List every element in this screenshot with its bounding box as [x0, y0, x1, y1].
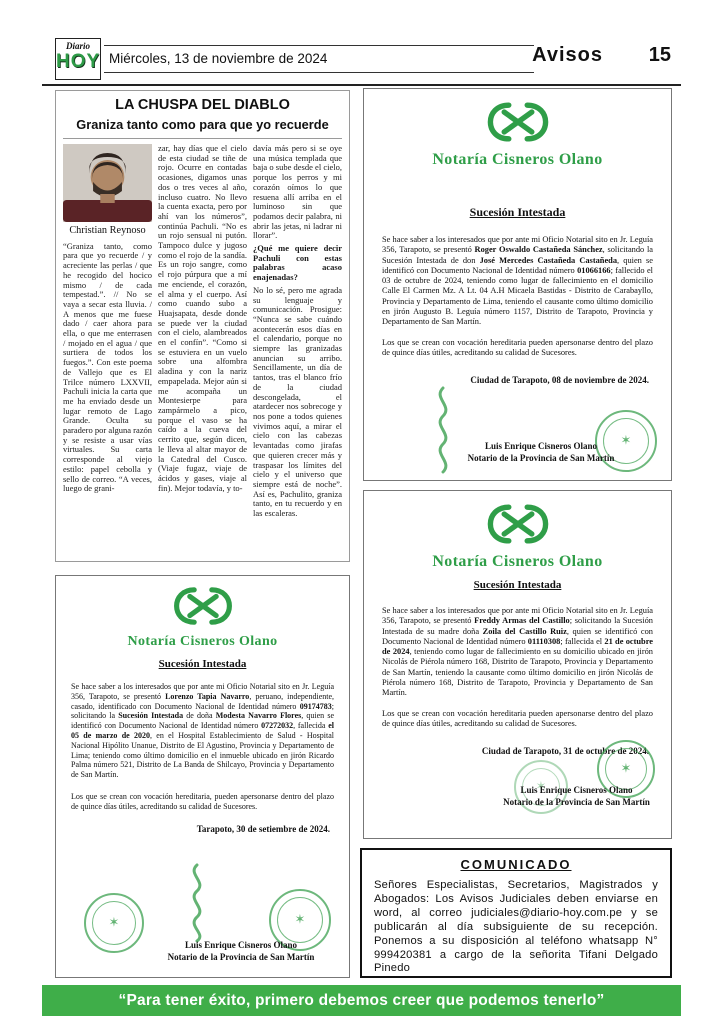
article-paragraph: No lo sé, pero me agrada su lenguaje y comunicación. Prosigue: “Nunca se sabe cuándo acontecerán esos días en el calendario, porque no siempre las granizadas anuncian su arribo. Sencillamente, un día de tantos, tras el blanco frío de la ciudad descongelada, el atardecer nos sobrecoge y nos pone a todos quienes vivimos aquí, a mirar el cielo con las cabezas levantadas como jirafas que quieren crecer más y traspasar los límites del cielo y el universo que siempre está de noche”. Así es, Pachulito, graniza tanto, en tu recuerdo y en las escaleras. [253, 284, 342, 519]
page-number: 15 [648, 44, 671, 66]
masthead-date: Miércoles, 13 de noviembre de 2024 [104, 45, 534, 73]
notary-seal-icon [184, 863, 210, 943]
logo-hoy-text: HOY [56, 51, 101, 72]
notice-closing: Los que se crean con vocación hereditaria pueden apersonarse dentro del plazo de quince días útiles, acreditando su calidad de Sucesores. [382, 337, 653, 357]
notaria-cisneros-logo-icon [382, 501, 653, 552]
notary-notice-castaneda [363, 88, 672, 481]
article-paragraph: zar, hay días que el cielo de esta ciudad se tiñe de rojo. Ocurre en contadas ocasiones, digamos unas dos o tres veces al año, incluso cuatro. No llevo la cuenta exacta, pero por ahí van los números”, continúa Pachuli. “No es un rojo sensual ni putón. Tampoco dulce y jugoso como el rojo de la sandía. Es un rojo sangre, como el rojo púrpura que a mí me enciende, el corazón, el alma y el cuerpo. Así como cuando subo a Huajsapata, desde donde se puede ver la ciudad con el cielo, alambreados en el confín”. “Como si se estuviera en un vuelo sobre una alfombra aladina y con la nariz empapelada. Mejor aún si me acompaña un Montesierpe para zampármelo a pico, porque el vaso se ha caído a la cueva del cerrito que, según dicen, le lleva al altar mayor de la Catedral del Cusco. (Viaje fugaz, viaje de ácidos y gases, viaje al fin). Mejor todavía, y to- [158, 144, 247, 493]
signer-title: Notario de la Provincia de San Martín [467, 453, 615, 463]
notary-signature [484, 784, 669, 808]
author-photo [63, 144, 152, 222]
quote-banner [42, 985, 681, 1016]
notary-name: Notaría Cisneros Olano [432, 151, 603, 168]
notice-heading: Sucesión Intestada [469, 205, 566, 219]
article-question-lead: ¿Qué me quiere decir Pachuli con estas palabras acaso enajenadas? [253, 243, 342, 283]
notary-signature [446, 440, 636, 464]
article-paragraph: “Graniza tanto, como para que yo recuerde / y acreciente las perlas / que he recogido del hocico mismo / de cada tempestad.”. // No se vaya a secar esta lluvia. / A menos que me fuese dado / caer ahora para ella, o que me enterrasen / mojado en el agua / que surtiera de todos los fuegos.”. Con este poema de Vallejo que es El Trilce número LXXVII, Pachuli inicia la carta que me ha enviado desde un lugar remoto de Lago Grande. Oculta su paradero por alguna razón y se resiste a usar vías virtuales. Su carta corresponde al viejo estilo: papel cebolla y sello de correo. “A veces, luego de grani- [63, 240, 152, 494]
section-title: Avisos [532, 44, 603, 66]
notice-closing: Los que se crean con vocación hereditaria pueden apersonarse dentro del plazo de quince días útiles, acreditando su calidad de Sucesores. [382, 708, 653, 728]
comunicado-title: COMUNICADO [460, 857, 572, 872]
comunicado-box [360, 848, 672, 978]
photo-caption: Christian Reynoso [69, 225, 146, 236]
article-subtitle: Graniza tanto como para que yo recuerde [63, 117, 342, 139]
notice-body: Se hace saber a los interesados que por ante mi Oficio Notarial sito en Jr. Leguía 356, Tarapoto, se presentó Lorenzo Tapia Navarro, peruano, independiente, casado, identificado con Documento Nacional de Identidad número 09174783; solicitando la Sucesión Intestada de doña Modesta Navarro Flores, quien se identificó con Documento Nacional de Identidad número 07272032, fallecida el 05 de marzo de 2020, en el Hospital Establecimiento de Salud - Hospital Nacional Hipólito Unanue, Distrito de El Agustino, Provincia y Departamento de Lima; teniendo como último domicilio en el inmueble ubicado en jirón Ricardo Palma número 521, Distrito de La Banda de Shilcayo, Provincia y Departamento de San Martín. [71, 682, 335, 780]
article-la-chuspa-del-diablo [55, 90, 350, 562]
signer-title: Notario de la Provincia de San Martín [167, 952, 315, 962]
notice-body: Se hace saber a los interesados que por ante mi Oficio Notarial sito en Jr. Leguía 356, Tarapoto, se presentó Freddy Armas del Castillo; solicitando la Sucesión Intestada de su madre doña Zoila del Castillo Ruiz, quien se identificó con Documento Nacional de Identidad número 01110308; fallecida el 21 de octubre de 2024, teniendo como lugar de fallecimiento en su domicilio ubicado en jirón Nicolás de Piérola número 168, Distrito de Tarapoto, Provincia y Departamento de San Martín, teniendo la causante como último domicilio en jirón Nicolás de Piérola número 168, Distrito de Tarapoto, Provincia y Departamento de San Martín. [382, 606, 653, 698]
article-columns [63, 144, 342, 552]
notary-signature [146, 939, 336, 963]
notary-stamp-icon [84, 893, 144, 953]
notice-heading: Sucesión Intestada [158, 658, 247, 670]
notice-body: Se hace saber a los interesados que por ante mi Oficio Notarial sito en Jr. Leguía 356, Tarapoto, se presentó Roger Oswaldo Castañeda Sánchez, solicitando la Sucesión Intestada de don José Mercedes Castañeda Castañeda, quien se identificó con Documento Nacional de Identidad número 01066166; fallecido el 03 de octubre de 2024, teniendo como lugar de fallecimiento en el domicilio Calle El Carmen Mz. A Lt. 04 A.H Micaela Bastidas - Distrito de Carabayllo, Provincia y Departamento de Lima, teniendo el causante como último domicilio en jirón Augusto B. Leguía número 1157, Distrito de Tarapoto, Provincia y Departamento de San Martín. [382, 235, 653, 327]
notary-name: Notaría Cisneros Olano [432, 553, 603, 570]
comunicado-body: Señores Especialistas, Secretarios, Magistrados y Abogados: Los Avisos Judiciales deben enviarse en word, al correo judiciales@diario-hoy.com.pe y se publicarán al día subsiguiente de su recepción. Ponemos a su disposición al teléfono whatsapp N° 999420381 a cargo de la señorita Tifani Delgado Pinedo [374, 879, 658, 975]
article-column-2 [158, 144, 247, 552]
diario-hoy-logo [55, 38, 101, 80]
signer-name: Luis Enrique Cisneros Olano [484, 441, 598, 451]
quote-text: “Para tener éxito, primero debemos creer que podemos tenerlo” [118, 991, 605, 1009]
article-column-3 [253, 144, 342, 552]
article-title: LA CHUSPA DEL DIABLO [115, 97, 290, 113]
notary-notice-castillo [363, 490, 672, 839]
masthead-rule [42, 84, 681, 86]
signer-name: Luis Enrique Cisneros Olano [520, 785, 633, 795]
notaria-cisneros-logo-icon [71, 584, 334, 633]
article-column-1 [63, 144, 152, 552]
masthead [42, 38, 681, 84]
signer-name: Luis Enrique Cisneros Olano [184, 940, 298, 950]
author-photo-illustration [63, 144, 152, 222]
signer-title: Notario de la Provincia de San Martín [503, 797, 650, 807]
article-paragraph: davía más pero si se oye una música templada que baja o sube desde el cielo, porque los perros y mi corazón oímos lo que resuena allí arriba en el luminoso sin que podamos decir palabra, ni abrir las jetas, ni ladrar ni llorar”. [253, 144, 342, 241]
notary-notice-navarro [55, 575, 350, 978]
notary-name: Notaría Cisneros Olano [127, 634, 278, 649]
notice-date: Ciudad de Tarapoto, 31 de octubre de 2024. [481, 746, 649, 757]
notice-date: Ciudad de Tarapoto, 08 de noviembre de 2024. [470, 375, 649, 386]
notice-closing: Los que se crean con vocación hereditaria, pueden apersonarse dentro del plazo de quince días útiles, acreditando su calidad de Sucesores. [71, 791, 334, 811]
notice-heading: Sucesión Intestada [473, 579, 562, 591]
notice-date: Tarapoto, 30 de setiembre de 2024. [196, 823, 330, 834]
notaria-cisneros-logo-icon [382, 99, 653, 150]
logo-diario-text: Diario [65, 41, 90, 51]
